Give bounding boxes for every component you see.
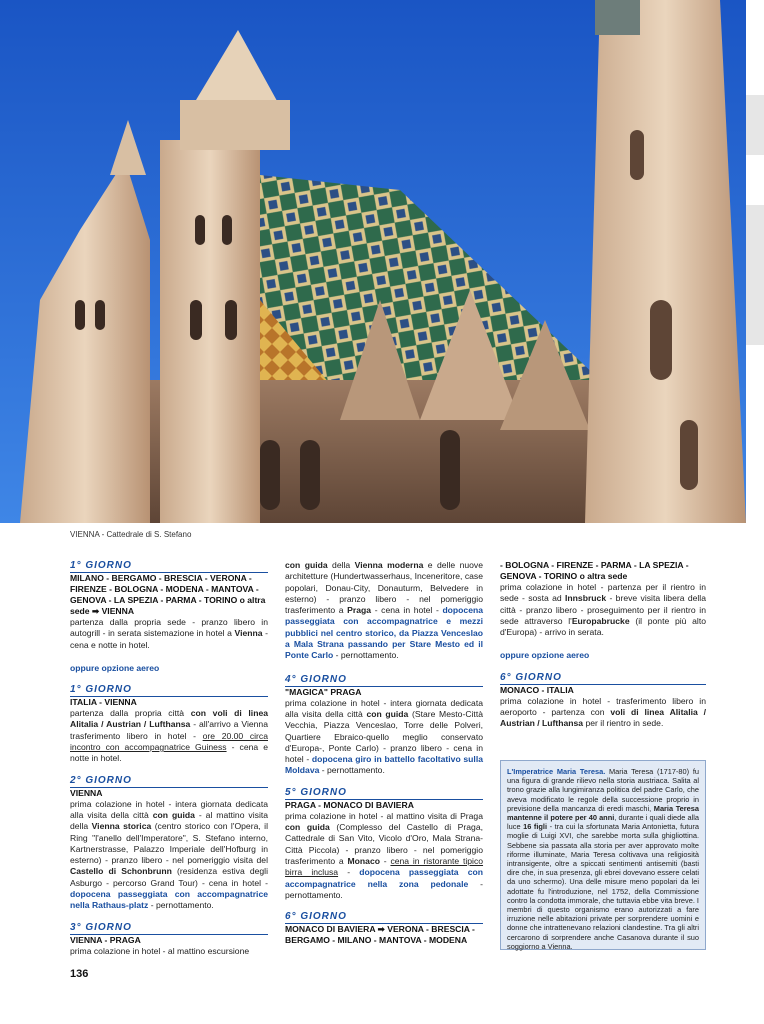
- option-label: oppure opzione aereo: [70, 662, 160, 673]
- day-route: PRAGA - MONACO DI BAVIERA: [285, 799, 414, 810]
- day-heading: 4° GIORNO: [285, 674, 483, 687]
- day-text: prima colazione in hotel - al mattino escursione: [70, 945, 250, 956]
- day-route: MILANO - BERGAMO - BRESCIA - VERONA - FIRENZE - BOLOGNA - MODENA - MANTOVA - GENOVA - LA SPEZIA - PARMA - TORINO o altra sede ➡ VIENNA: [70, 573, 266, 616]
- photo-caption: VIENNA - Cattedrale di S. Stefano: [70, 530, 192, 539]
- day-route: VIENNA: [70, 787, 103, 798]
- day-route: ITALIA - VIENNA: [70, 697, 137, 708]
- column-1: [70, 560, 268, 957]
- day-text: partenza dalla propria città con voli di linea Alitalia / Austrian / Lufthansa - all'arrivo a Vienna trasferimento libero in hotel - ore 20.00 circa incontro con accompagnatrice Guiness - cena e notte in hotel.: [70, 708, 269, 764]
- day-text: con guida della Vienna moderna e delle nuove architetture (Hundertwasserhaus, Inceneritore, case popolari, Donau-City, Donauturm, Belvedere in esterno) - pranzo libero - nel pomeriggio trasferimento a Praga - cena in hotel - dopocena passeggiata con accompagnatrice e mezzi pubblici nel centro storico, da Piazza Venceslao a Mala Strana passando per Stare Mesto ed il Ponte Carlo - pernottamento.: [285, 560, 484, 661]
- day-heading: 6° GIORNO: [500, 672, 706, 685]
- edge-tab: [746, 95, 764, 155]
- day-text: prima colazione in hotel - partenza per il rientro in sede - sosta ad Innsbruck - breve visita libera della città - pranzo libero - proseguimento per il rientro in sede attraverso l'Europabrucke (il ponte più alto d'Europa) - arrivo in serata.: [500, 582, 707, 638]
- day-route: - BOLOGNA - FIRENZE - PARMA - LA SPEZIA - GENOVA - TORINO o altra sede: [500, 560, 689, 581]
- day-text: prima colazione in hotel - intera giornata dedicata alla visita della città con guida (Stare Mesto-Città Vecchia, Piazza Venceslao, Torre delle Polveri, Quartiere Ebraico-quello meglio conservato d'Europa-, Ponte Carlo) - pranzo libero - cena in hotel - dopocena giro in battello facoltativo sulla Moldava - pernottamento.: [285, 697, 483, 776]
- arrow-icon: ➡: [91, 606, 100, 616]
- day-route: MONACO - ITALIA: [500, 684, 574, 695]
- day-heading: 1° GIORNO: [70, 560, 268, 573]
- day-route: MONACO DI BAVIERA ➡ VERONA - BRESCIA - BERGAMO - MILANO - MANTOVA - MODENA: [285, 924, 475, 946]
- option-label: oppure opzione aereo: [500, 650, 590, 661]
- day-text: prima colazione in hotel - intera giornata dedicata alla visita della città con guida - al mattino visita della Vienna storica (centro storico con l'Opera, il Ring "l'anello dell'Imperatore", S. Stefano interno, Kartnerstrasse, Palazzo Imperiale dell'Hofburg in esterno) - pranzo libero - nel pomeriggio visita del Castello di Schonbrunn (residenza estiva degli Asburgo - percorso Grand Tour) - cena in hotel - dopocena passeggiata con accompagnatrice nella Rathaus-platz - pernottamento.: [70, 798, 269, 911]
- column-3: [500, 560, 706, 730]
- day-route: "MAGICA" PRAGA: [285, 686, 362, 697]
- column-2: [285, 560, 483, 946]
- day-heading: 3° GIORNO: [70, 922, 268, 935]
- day-route: VIENNA - PRAGA: [70, 934, 141, 945]
- info-box-maria-teresa: [500, 760, 706, 950]
- day-heading: 1° GIORNO: [70, 684, 268, 697]
- info-box-text: L'Imperatrice Maria Teresa. Maria Teresa (1717-80) fu una figura di grande rilievo nella storia austriaca. Salita al trono grazie alla lungimiranza politica del padre Carlo, che aveva modificato le regole della successione proprio in previsione della mancanza di eredi maschi, Maria Teresa mantenne il potere per 40 anni, durante i quali diede alla luce 16 figli - tra cui la sfortunata Maria Antonietta, futura moglie di Luigi XVI, che sarebbe morta sulla ghigliottina. Sebbene sia passata alla storia per aver approvato molte riforme illuminate, Maria Teresa coltivava una religiosità intransigente, oltre a spiccati sentimenti antisemiti (basti dire che, in sua presenza, gli ebrei dovevano essere celati da uno schermo). Una delle misure meno popolari da lei adottate fu l'introduzione, nel 1752, della Commissione contro la condotta immorale, che tuttavia ebbe vita breve. I membri di questo organismo erano autorizzati a fare irruzione nelle abitazioni private per sorprendere uomini e donne che intrattenevano relazioni clandestine. Tra gli altri cercarono di sorprendere anche Casanova durante il suo soggiorno a Vienna.: [507, 767, 699, 951]
- cathedral-photo: [0, 0, 746, 523]
- day-text: partenza dalla propria sede - pranzo libero in autogrill - in serata sistemazione in hotel a Vienna - cena e notte in hotel.: [70, 617, 269, 650]
- day-heading: 2° GIORNO: [70, 775, 268, 788]
- page-number: 136: [70, 968, 89, 980]
- day-text: prima colazione in hotel - trasferimento libero in aeroporto - partenza con voli di linea Alitalia / Austrian / Lufthansa per il rientro in sede.: [500, 695, 706, 729]
- cathedral-illustration: [0, 0, 746, 523]
- edge-tab: [746, 205, 764, 345]
- day-text: prima colazione in hotel - al mattino visita di Praga con guida (Complesso del Castello di Praga, Cattedrale di San Vito, Vicolo d'Oro, Mala Strana-Città Piccola) - pranzo libero - nel pomeriggio trasferimento a Monaco - cena in ristorante tipico birra inclusa - dopocena passeggiata con accompagnatrice nella zona pedonale - pernottamento.: [285, 810, 484, 900]
- day-heading: 6° GIORNO: [285, 911, 483, 924]
- day-heading: 5° GIORNO: [285, 787, 483, 800]
- arrow-icon: ➡: [377, 924, 385, 935]
